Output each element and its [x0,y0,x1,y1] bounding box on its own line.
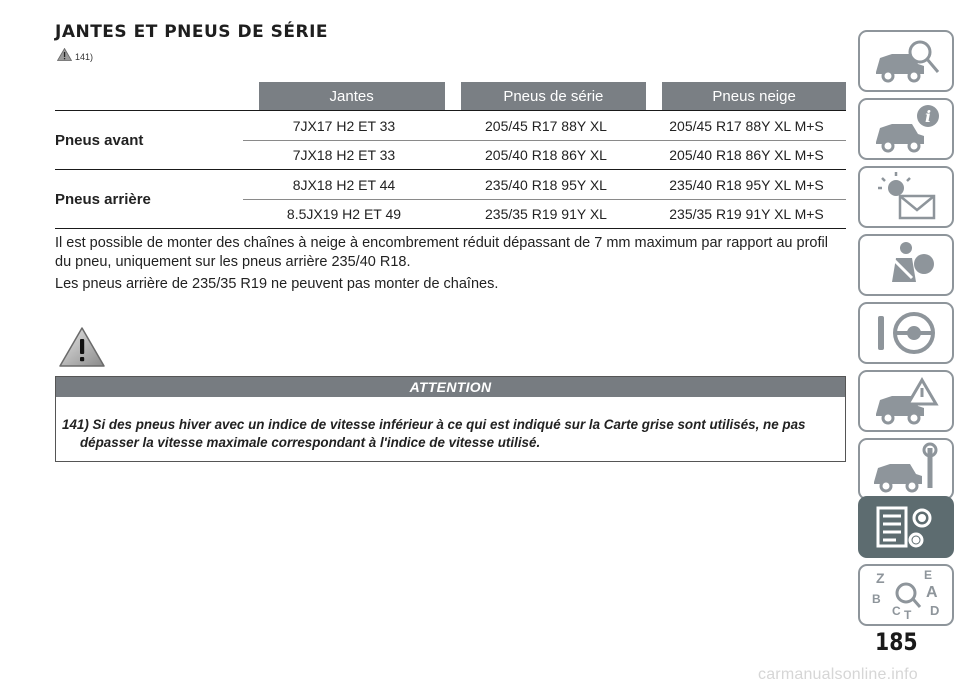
table-row [243,199,846,228]
tab-airbag-seatbelt[interactable] [858,234,954,296]
index-letter: E [924,568,933,582]
index-letter: D [930,603,940,618]
warning-text [56,397,845,452]
table-cell: 235/40 R18 95Y XL [485,176,607,193]
warning-line-1: Si des pneus hiver avec un indice de vitesse inférieur à ce qui est indiqué sur la Carte grise sont utilisés, ne pas [92,417,806,432]
tab-car-info[interactable] [858,98,954,160]
table-header [55,82,846,110]
table-row [243,111,846,140]
index-letter: B [872,592,881,606]
table-cell: 8.5JX19 H2 ET 49 [286,206,402,222]
technical-data-icon [866,500,946,554]
index-letter: C [892,604,901,618]
warning-number: 141) [62,417,89,432]
car-emergency-icon [866,374,946,428]
table-cell: 205/40 R18 86Y XL [485,147,607,163]
header-jantes: Jantes [259,82,445,110]
watermark: carmanualsonline.info [758,666,918,683]
group-label: Pneus avant [55,131,144,149]
car-search-icon [866,34,946,88]
airbag-seatbelt-icon [866,238,946,292]
warning-box [55,376,846,462]
index-letter: T [904,608,912,622]
warning-line-2: dépasser la vitesse maximale correspondant à l'indice de vitesse utilisé. [80,435,541,450]
svg-text:i: i [924,107,932,126]
table-cell: 235/35 R19 91Y XL M+S [669,206,824,222]
header-blank [55,82,243,110]
tab-car-maintenance[interactable] [858,438,954,500]
table-cell: 235/35 R19 91Y XL [485,206,607,222]
tire-table [55,82,846,229]
table-cell: 8JX18 H2 ET 44 [292,176,396,193]
warning-triangle-icon [57,48,72,61]
tab-car-search[interactable] [858,30,954,92]
note-no-chains: Les pneus arrière de 235/35 R19 ne peuvent pas monter de chaînes. [55,276,499,292]
car-info-icon [866,102,946,156]
warning-lights-icon [866,170,946,224]
tab-technical-data[interactable] [858,496,954,558]
group-rear [55,170,846,229]
warning-triangle-icon [58,326,106,368]
reference-number: 141) [75,52,94,62]
table-cell: 235/40 R18 95Y XL M+S [669,176,824,193]
table-row [243,140,846,169]
table-cell: 205/45 R17 88Y XL [485,117,607,134]
reference-marker [57,46,93,62]
tab-car-emergency[interactable] [858,370,954,432]
group-label: Pneus arrière [55,190,151,208]
header-pneus-serie: Pneus de série [461,82,647,110]
table-cell: 205/40 R18 86Y XL M+S [669,147,824,163]
page-number: 185 [875,628,918,656]
note-snow-chains: Il est possible de monter des chaînes à neige à encombrement réduit dépassant de 7 mm maximum par rapport au profil du pneu, uniquement sur les pneus arrière 235/40 R18. [55,235,828,270]
header-pneus-neige: Pneus neige [662,82,846,110]
table-cell: 7JX18 H2 ET 33 [292,147,396,163]
warning-title: ATTENTION [56,377,845,397]
tab-index[interactable] [858,564,954,626]
group-front [55,110,846,170]
index-letter: A [926,584,938,601]
tab-steering-wheel[interactable] [858,302,954,364]
table-row [243,170,846,199]
table-cell: 7JX17 H2 ET 33 [292,117,396,134]
car-maintenance-icon [866,442,946,496]
steering-wheel-icon [866,306,946,360]
section-title: JANTES ET PNEUS DE SÉRIE [55,22,329,42]
index-letters-icon [866,567,946,623]
index-letter: Z [876,570,885,586]
tab-warning-lights[interactable] [858,166,954,228]
table-cell: 205/45 R17 88Y XL M+S [669,117,824,134]
